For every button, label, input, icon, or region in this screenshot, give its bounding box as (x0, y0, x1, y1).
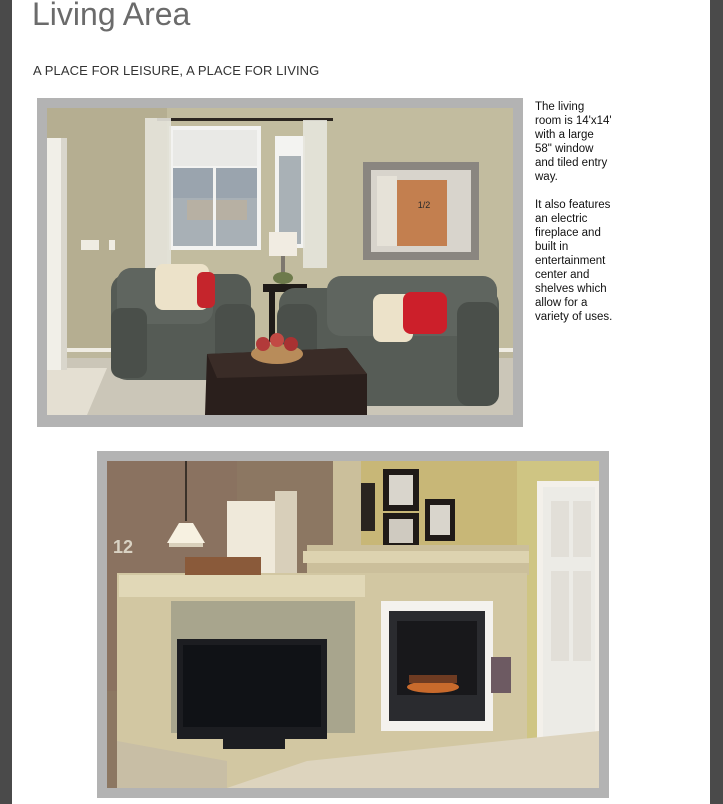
description-paragraph: The living room is 14'x14' with a large 58" window and tiled entry way. (535, 101, 612, 183)
fireplace-photo-frame (97, 451, 609, 798)
living-room-photo-frame (37, 98, 523, 427)
room-description (535, 100, 613, 338)
mirror-reflection-text: 1/2 (417, 200, 431, 210)
description-paragraph: It also features an electric fireplace and built in entertainment center and shelves which allow for a variety of uses. (535, 199, 613, 323)
living-room-photo (47, 108, 513, 415)
page-title: Living Area (32, 0, 191, 32)
document-page (12, 0, 710, 804)
page-subtitle: A PLACE FOR LEISURE, A PLACE FOR LIVING (33, 63, 320, 78)
wall-clock-number: 12 (113, 537, 134, 557)
fireplace-photo (107, 461, 599, 788)
